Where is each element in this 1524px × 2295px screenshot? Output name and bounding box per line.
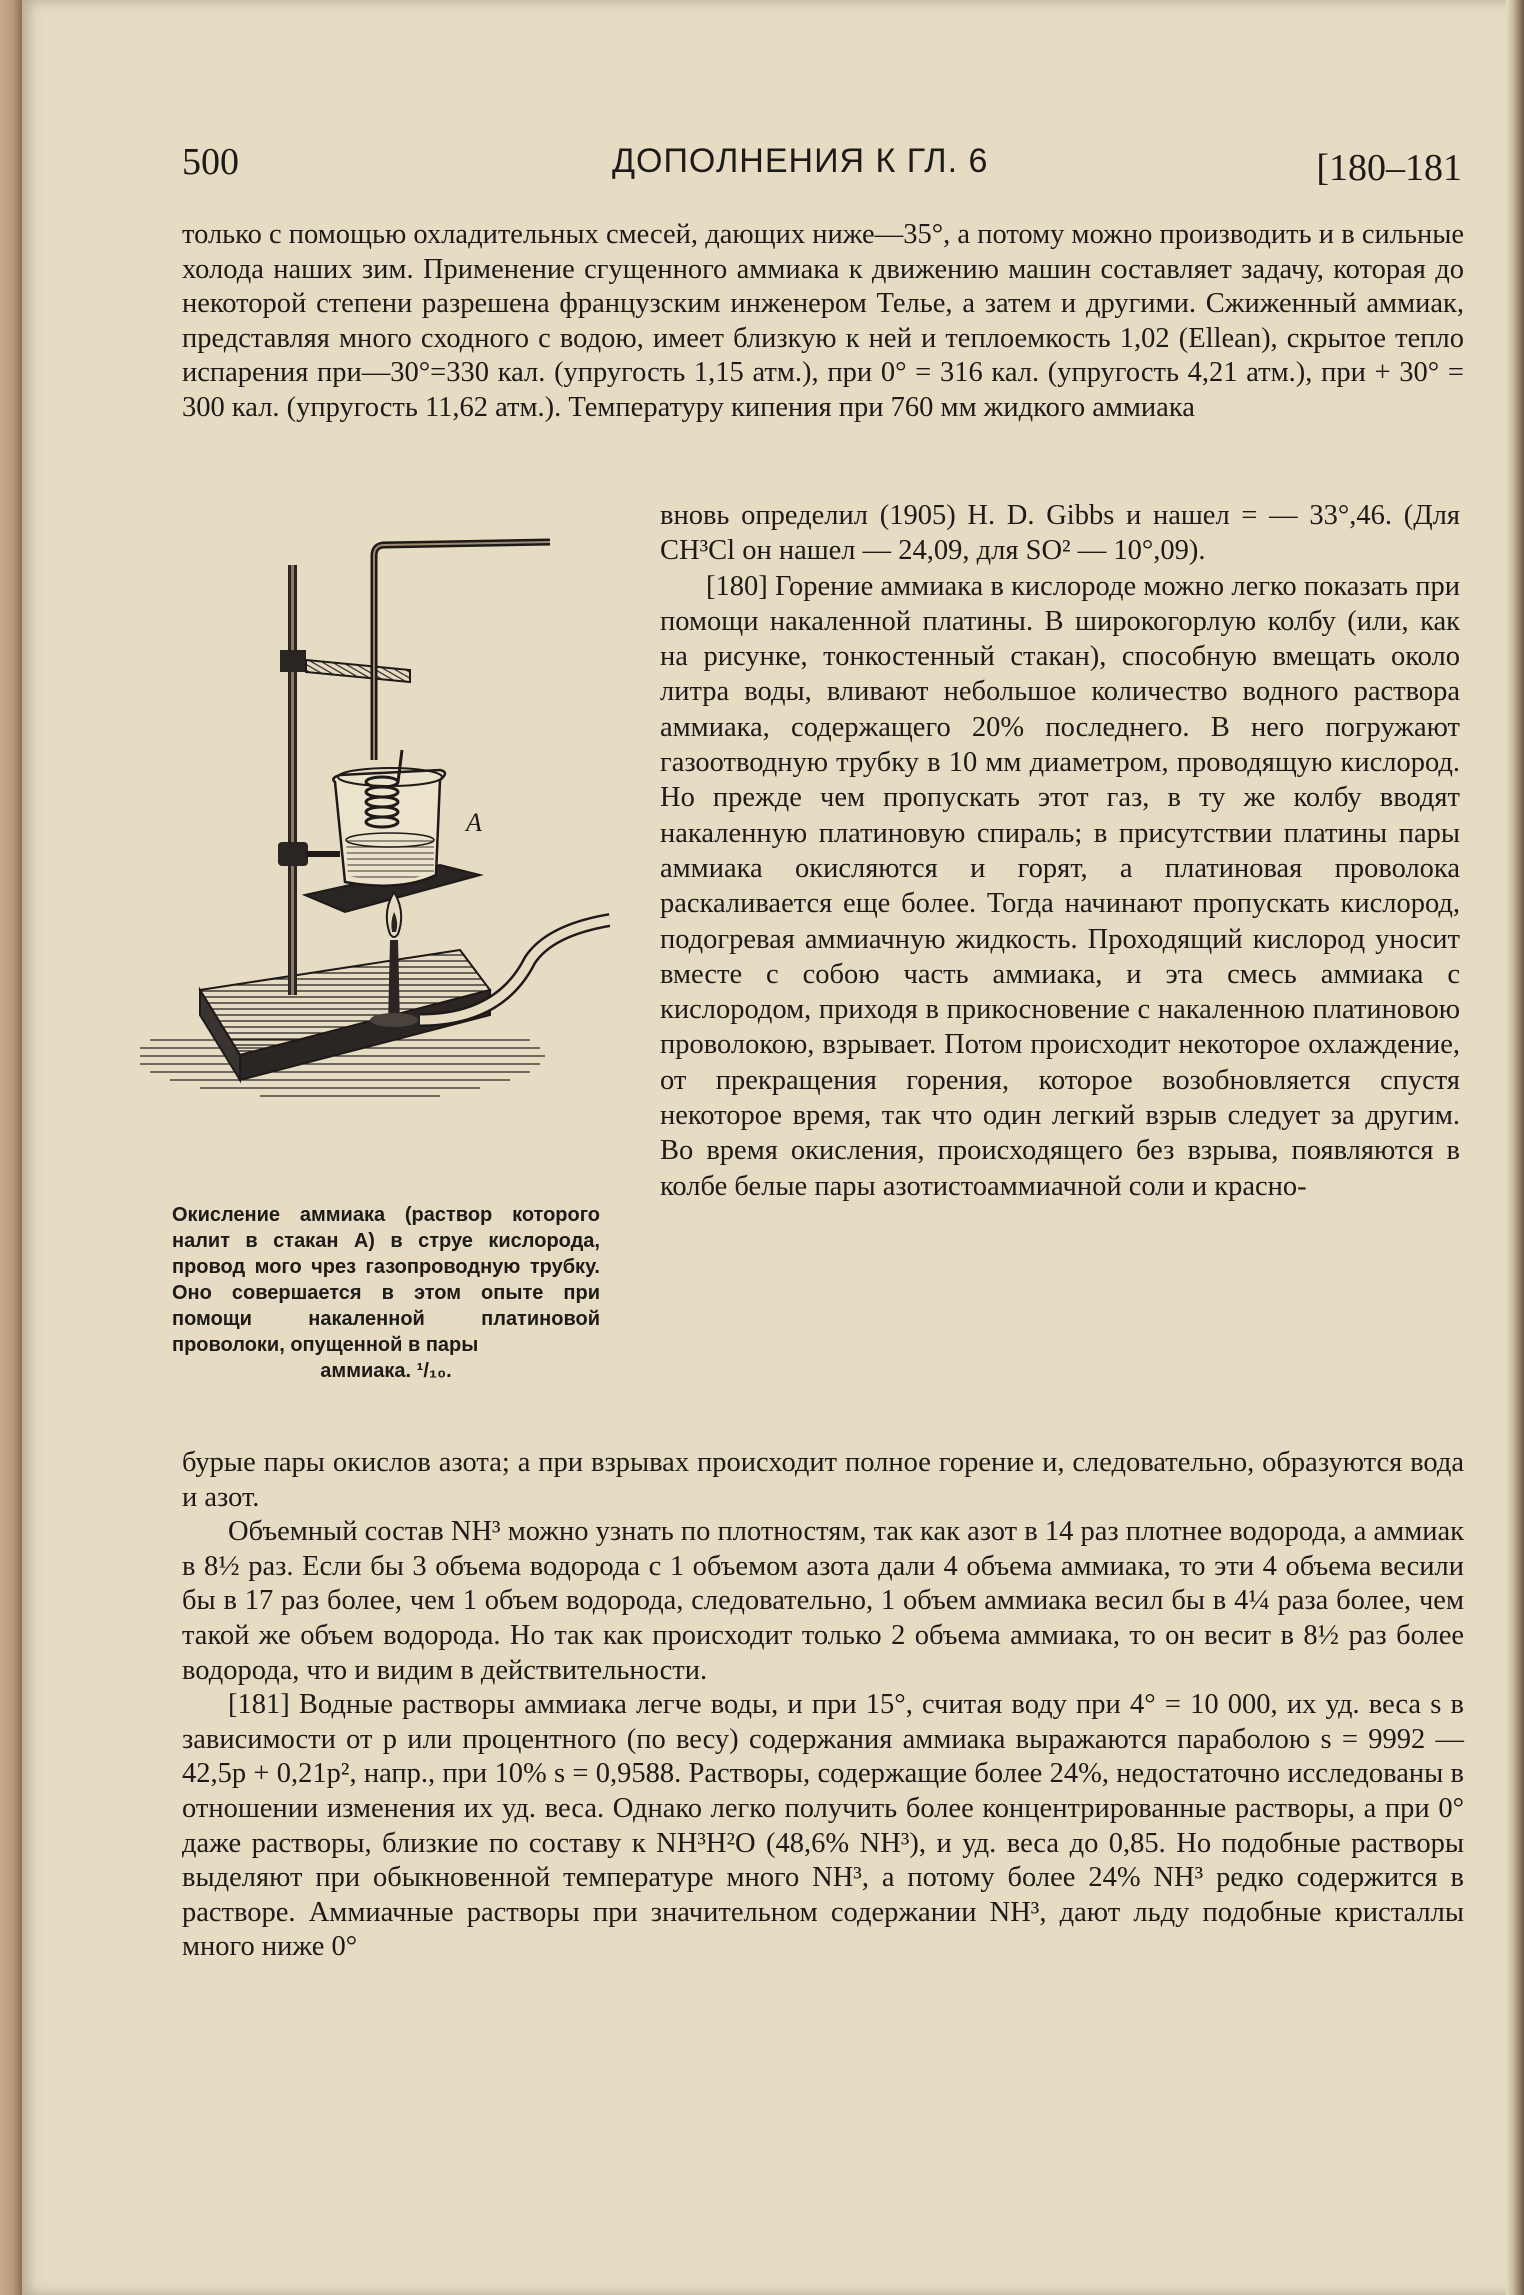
caption-last-line: аммиака. ¹/₁₀.: [320, 1360, 452, 1382]
paragraph-181: [181] Водные растворы аммиака легче воды, и при 15°, считая воду при 4° = 10 000, их уд. веса s в зависимости от p или процентного (по весу) содержания аммиака выражаются параболою s = 9992 — 42,5p + 0,21p², напр., при 10% s = 0,9588. Растворы, содержащие более 24%, недостаточно исследованы в отношении изменения их уд. веса. Однако легко получить более концентрированные растворы, а при 0° даже растворы, близкие по составу к NH³H²O (48,6% NH³), и уд. веса до 0,85. Но подобные растворы выделяют при обыкновенной температуре много NH³, а потому более 24% NH³ редко содержится в растворе. Аммиачные растворы при значительном содержании NH³, дают льду подобные кристаллы много ниже 0°: [182, 1689, 1464, 1963]
page-number: 500: [182, 141, 239, 183]
running-head: [182, 140, 1462, 190]
page-right-edge: [1506, 0, 1524, 2295]
paragraph-volume-composition: Объемный состав NH³ можно узнать по плотностям, так как азот в 14 раз плотнее водорода, а аммиак в 8½ раз. Если бы 3 объема водорода с 1 объемом азота дали 4 объема аммиака, то эти 4 объема весили бы в 17 раз более, чем 1 объем водорода, следовательно, 1 объем аммиака весил бы в 4¼ раза более, чем такой же объем водорода. Но так как происходит только 2 объема аммиака, то он весит в 8½ раз более водорода, что и видим в действительности.: [182, 1516, 1464, 1686]
bottom-continuation: бурые пары окислов азота; а при взрывах происходит полное горение и, следовательно, образуются вода и азот.: [182, 1447, 1464, 1513]
figure-label-a: A: [466, 808, 482, 837]
paragraph-180: [180] Горение аммиака в кислороде можно легко показать при помощи накаленной платины. В широкогорлую колбу (или, как на рисунке, тонкостенный стакан), способную вмещать около литра воды, вливают небольшое количество водного раствора аммиака, содержащего 20% последнего. В него погружают газоотводную трубку в 10 мм диаметром, проводящую кислород. Но прежде чем пропускать этот газ, в ту же колбу вводят накаленную платиновую спираль; в присутствии платины пары аммиака окисляются и горят, а платиновая проволока раскаливается еще более. Тогда начинают пропускать кислород, подогревая аммиачную жидкость. Проходящий кислород уносит вместе с собою часть аммиака, и эта смесь аммиака с кислородом, приходя в прикосновение с накаленною платиновою проволокою, взрывает. Потом происходит некоторое охлаждение, от прекращения горения, которое возобновляется спустя некоторое время, так что один легкий взрыв следует за другим. Во время окисления, происходящего без взрыва, появляются в колбе белые пары азотистоаммиачной соли и красно-: [660, 570, 1460, 1202]
caption-text: Окисление аммиака (раствор которого налит в стакан A) в струе кислорода, провод мого чрез газопроводную трубку. Оно совершается в этом опыте при помощи накаленной платиновой проволоки, опущенной в пары: [172, 1204, 600, 1356]
apparatus-illustration: [140, 520, 610, 1220]
page-left-edge: [0, 0, 22, 2295]
text-column: [660, 498, 1460, 1204]
section-range: [180–181: [1316, 147, 1462, 189]
running-title: ДОПОЛНЕНИЯ К ГЛ. 6: [612, 142, 989, 180]
figure-caption: [172, 1202, 600, 1384]
apparatus-drawing: [140, 520, 610, 1220]
bottom-text-block: [182, 1446, 1464, 1965]
top-paragraph: только с помощью охладительных смесей, дающих ниже—35°, а потому можно производить и в сильные холода наших зим. Применение сгущенного аммиака к движению машин составляет задачу, которая до некоторой степени разрешена французским инженером Телье, а затем и другими. Сжиженный аммиак, представляя много сходного с водою, имеет близкую к ней и теплоемкость 1,02 (Ellean), скрытое тепло испарения при—30°=330 кал. (упругость 1,15 атм.), при 0° = 316 кал. (упругость 4,21 атм.), при + 30° = 300 кал. (упругость 11,62 атм.). Температуру кипения при 760 мм жидкого аммиака: [182, 219, 1464, 423]
column-continuation: вновь определил (1905) H. D. Gibbs и нашел = — 33°,46. (Для CH³Cl он нашел — 24,09, для SO² — 10°,09).: [660, 500, 1460, 567]
top-paragraph-block: [182, 218, 1464, 426]
